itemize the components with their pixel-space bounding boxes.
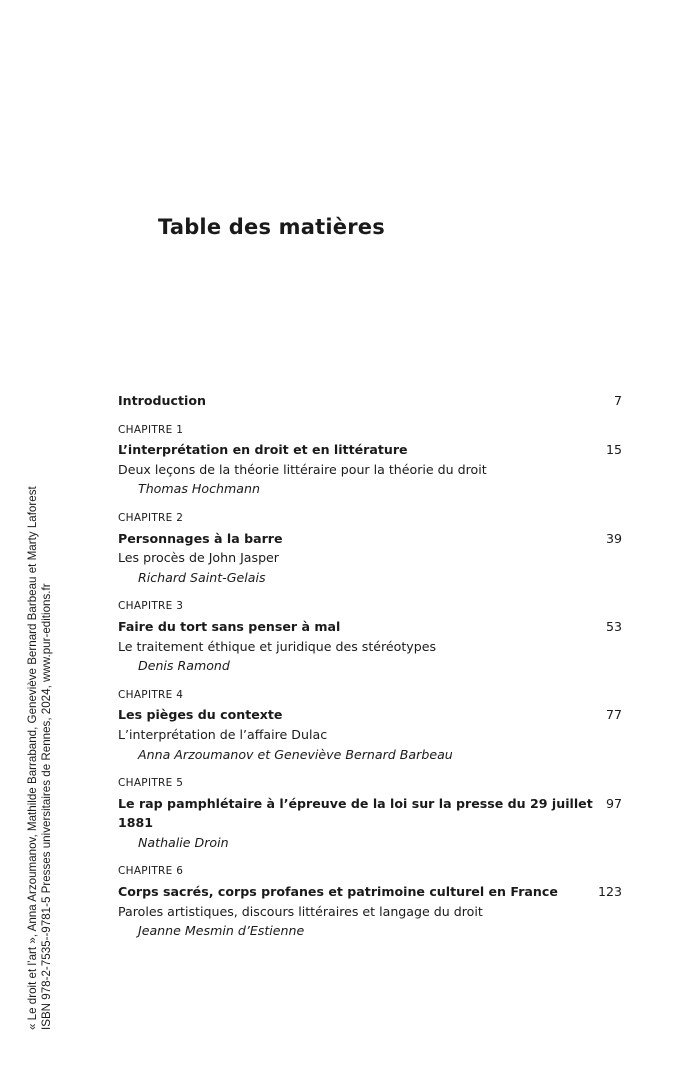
chapter-author: Anna Arzoumanov et Geneviève Bernard Barbeau (138, 746, 453, 762)
chapter-title-row (118, 440, 622, 460)
chapter-subtitle: L’interprétation de l’affaire Dulac (118, 726, 328, 742)
toc-entry-introduction (118, 391, 622, 411)
chapter-label: CHAPITRE 4 (118, 688, 184, 701)
page-number: 7 (613, 393, 622, 408)
toc-chapter (118, 421, 622, 499)
chapter-title-row (118, 882, 622, 902)
toc-chapter (118, 597, 622, 675)
chapter-title-row (118, 529, 622, 549)
toc-chapter (118, 774, 622, 852)
chapter-label: CHAPITRE 6 (118, 865, 184, 878)
chapter-author: Jeanne Mesmin d’Estienne (138, 923, 305, 939)
chapter-author: Richard Saint-Gelais (138, 569, 266, 585)
page-number: 15 (605, 442, 622, 458)
toc-chapter (118, 862, 622, 940)
toc-chapter (118, 509, 622, 587)
chapter-author: Nathalie Droin (138, 834, 229, 850)
chapter-subtitle: Deux leçons de la théorie littéraire pour la théorie du droit (118, 461, 487, 477)
chapter-label: CHAPITRE 1 (118, 423, 184, 436)
chapter-author: Denis Ramond (138, 658, 230, 674)
chapter-label: CHAPITRE 2 (118, 511, 184, 524)
table-of-contents (118, 391, 622, 941)
page-number: 97 (605, 795, 622, 811)
sidebar-line-2: ISBN 978-2-7535--9781-5 Presses universitaires de Rennes, 2024, www.pur-editions.fr (40, 583, 53, 1030)
chapter-label: CHAPITRE 3 (118, 600, 184, 613)
chapter-title: Faire du tort sans penser à mal (118, 618, 341, 634)
chapter-title: L’interprétation en droit et en littérature (118, 442, 408, 458)
chapter-title-row (118, 617, 622, 637)
chapter-author: Thomas Hochmann (138, 481, 260, 497)
copyright-sidebar (26, 485, 54, 1030)
chapter-title-row (118, 705, 622, 725)
chapter-title: Le rap pamphlétaire à l’épreuve de la loi sur la presse du 29 juillet 1881 (118, 795, 593, 831)
chapter-label: CHAPITRE 5 (118, 777, 184, 790)
chapter-title-row (118, 794, 622, 833)
chapter-title: Personnages à la barre (118, 530, 283, 546)
page-title: Table des matières (158, 215, 385, 239)
page-number: 77 (605, 707, 622, 723)
chapter-subtitle: Le traitement éthique et juridique des stéréotypes (118, 638, 437, 654)
page-number: 39 (605, 530, 622, 546)
chapter-subtitle: Paroles artistiques, discours littéraires et langage du droit (118, 903, 483, 919)
entry-title: Introduction (118, 393, 206, 408)
page-number: 53 (605, 618, 622, 634)
sidebar-line-1: « Le droit et l’art », Anna Arzoumanov, Mathilde Barraband, Geneviève Bernard Barbeau et Marty Laforest (26, 486, 39, 1030)
chapter-title: Corps sacrés, corps profanes et patrimoine culturel en France (118, 884, 558, 900)
page-number: 123 (597, 884, 622, 900)
chapter-title: Les pièges du contexte (118, 707, 283, 723)
toc-chapter (118, 686, 622, 764)
chapter-subtitle: Les procès de John Jasper (118, 550, 279, 566)
